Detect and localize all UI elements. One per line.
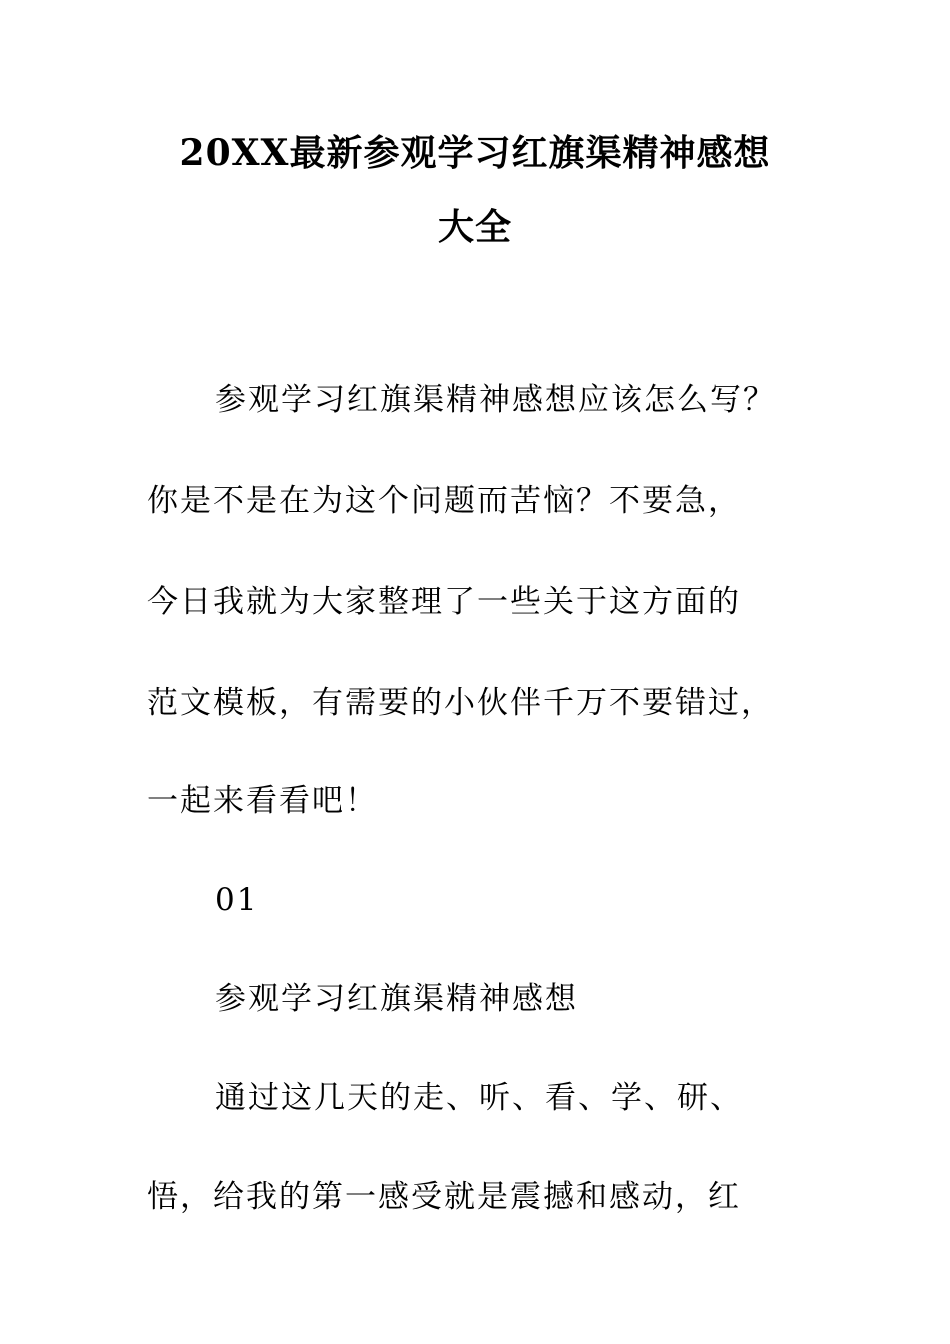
section-heading: 参观学习红旗渠精神感想 <box>215 981 578 1017</box>
body-line-2: 你是不是在为这个问题而苦恼？不要急， <box>147 483 741 519</box>
body-line-6: 通过这几天的走、听、看、学、研、 <box>215 1080 743 1116</box>
body-line-7: 悟，给我的第一感受就是震撼和感动，红 <box>147 1179 741 1215</box>
body-line-4: 范文模板，有需要的小伙伴千万不要错过， <box>147 685 774 721</box>
section-number: 01 <box>215 882 259 918</box>
body-line-3: 今日我就为大家整理了一些关于这方面的 <box>147 584 741 620</box>
document-title-line-2: 大全 <box>437 206 512 248</box>
body-line-5: 一起来看看吧！ <box>147 783 378 819</box>
body-line-1: 参观学习红旗渠精神感想应该怎么写？ <box>215 382 776 418</box>
document-title-line-1: 20XX最新参观学习红旗渠精神感想 <box>179 132 771 174</box>
